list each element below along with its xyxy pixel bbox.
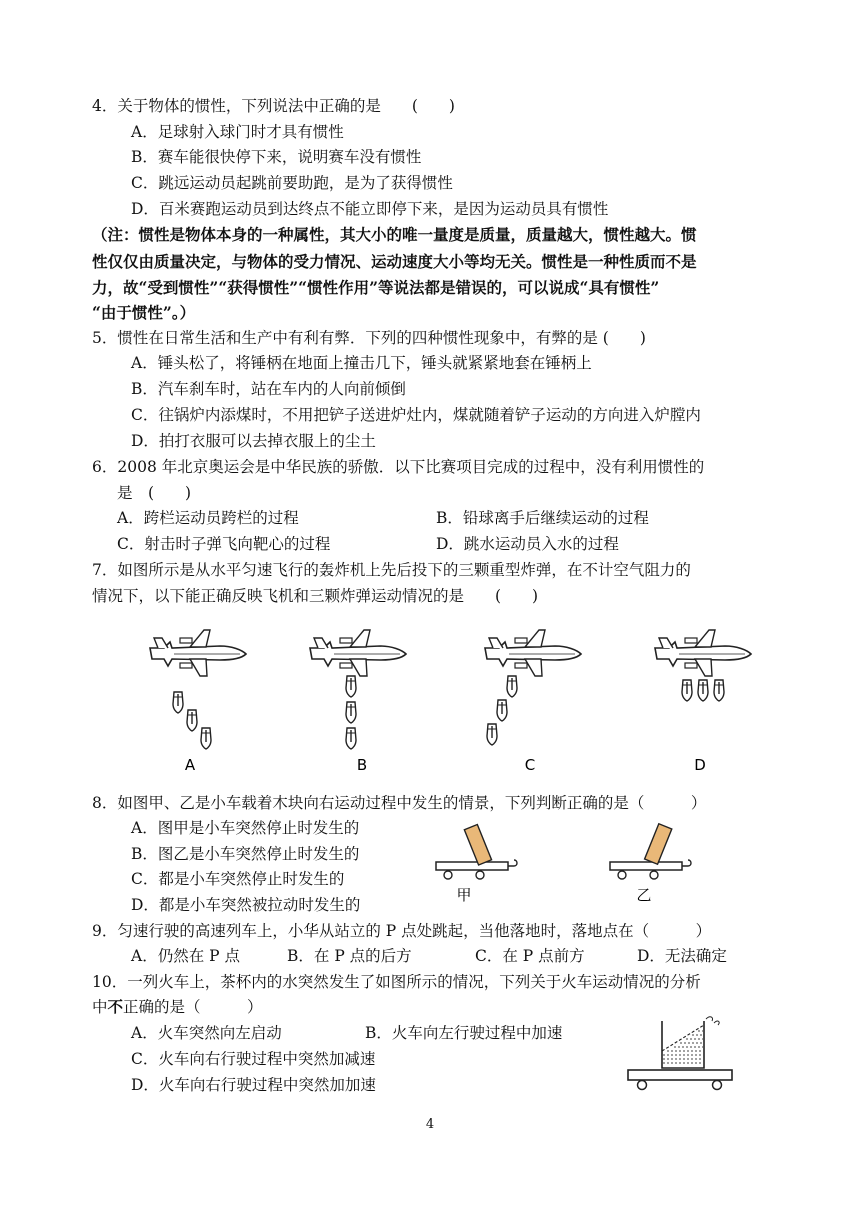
q8-option-b: B．图乙是小车突然停止时发生的: [131, 845, 360, 863]
figure-label-d: D: [694, 756, 706, 774]
cart-figure: [430, 818, 700, 908]
page-number: 4: [425, 1117, 435, 1132]
q10-stem: 10．一列火车上，茶杯内的水突然发生了如图所示的情况，下列关于火车运动情况的分析: [92, 973, 701, 991]
q10-stem-text: 中: [92, 998, 108, 1016]
q6-option-b: B．铅球离手后继续运动的过程: [436, 509, 649, 527]
train-cup-figure: [622, 1015, 737, 1095]
q4-note-line-4: “由于惯性”。）: [92, 303, 196, 322]
cart-jia: [436, 825, 517, 904]
q4-note-line-1: （注：惯性是物体本身的一种属性，其大小的唯一量度是质量，质量越大，惯性越大。惯: [92, 225, 697, 244]
q5-stem: 5．惯性在日常生活和生产中有利有弊．下列的四种惯性现象中，有弊的是 ( ): [92, 329, 646, 347]
q10-stem-text-end: 正确的是（ ）: [123, 998, 263, 1016]
q6-option-c: C．射击时子弹飞向靶心的过程: [117, 535, 331, 553]
figure-label-jia: 甲: [456, 886, 472, 904]
q4-option-d: D．百米赛跑运动员到达终点不能立即停下来，是因为运动员具有惯性: [131, 200, 609, 218]
q6-option-a: A．跨栏运动员跨栏的过程: [117, 509, 299, 527]
q9-option-a: A．仍然在 P 点: [131, 947, 240, 965]
q4-note-line-2: 性仅仅由质量决定，与物体的受力情况、运动速度大小等均无关。惯性是一种性质而不是: [92, 252, 697, 271]
q10-emphasis-not: 不: [107, 997, 124, 1016]
q9-option-b: B．在 P 点的后方: [287, 947, 412, 965]
q9-option-c: C．在 P 点前方: [475, 947, 585, 965]
q4-option-b: B．赛车能很快停下来，说明赛车没有惯性: [131, 148, 422, 166]
q7-stem-continued: 情况下，以下能正确反映飞机和三颗炸弹运动情况的是 ( ): [92, 587, 539, 605]
q8-option-d: D．都是小车突然被拉动时发生的: [131, 896, 361, 914]
q8-option-a: A．图甲是小车突然停止时发生的: [131, 819, 360, 837]
cart-yi: [610, 824, 691, 904]
figure-label-c: C: [524, 756, 536, 774]
q6-stem-continued: 是 ( ): [117, 484, 192, 502]
figure-label-b: B: [356, 756, 368, 774]
q10-stem-continued: [92, 996, 263, 1018]
q5-option-c: C．往锅炉内添煤时，不用把铲子送进炉灶内，煤就随着铲子运动的方向进入炉膛内: [131, 406, 701, 424]
q10-option-c: C．火车向右行驶过程中突然加减速: [131, 1050, 376, 1068]
q4-note-line-3: 力，故“受到惯性”“获得惯性”“惯性作用”等说法都是错误的，可以说成“具有惯性”: [92, 278, 660, 297]
q10-option-d: D．火车向右行驶过程中突然加加速: [131, 1076, 376, 1094]
q6-option-d: D．跳水运动员入水的过程: [436, 535, 619, 553]
q5-option-a: A．锤头松了，将锤柄在地面上撞击几下，锤头就紧紧地套在锤柄上: [131, 354, 592, 372]
q4-option-c: C．跳远运动员起跳前要助跑，是为了获得惯性: [131, 174, 453, 192]
q8-option-c: C．都是小车突然停止时发生的: [131, 870, 345, 888]
q8-stem: 8．如图甲、乙是小车载着木块向右运动过程中发生的情景，下列判断正确的是（ ）: [92, 794, 707, 812]
q10-option-b: B．火车向左行驶过程中加速: [365, 1024, 563, 1042]
q6-stem: 6．2008 年北京奥运会是中华民族的骄傲．以下比赛项目完成的过程中，没有利用惯性的: [92, 458, 705, 476]
q4-stem: 4．关于物体的惯性，下列说法中正确的是 ( ): [92, 97, 455, 115]
q5-option-d: D．拍打衣服可以去掉衣服上的尘土: [131, 432, 376, 450]
figure-label-yi: 乙: [636, 886, 652, 904]
q7-stem: 7．如图所示是从水平匀速飞行的轰炸机上先后投下的三颗重型炸弹，在不计空气阻力的: [92, 561, 691, 579]
figure-label-a: A: [184, 756, 196, 774]
q10-option-a: A．火车突然向左启动: [131, 1024, 282, 1042]
q5-option-b: B．汽车刹车时，站在车内的人向前倾倒: [131, 380, 406, 398]
bomber-figure: [140, 620, 760, 780]
q9-stem: 9．匀速行驶的高速列车上，小华从站立的 P 点处跳起，当他落地时，落地点在（ ）: [92, 922, 712, 940]
q4-option-a: A．足球射入球门时才具有惯性: [131, 123, 344, 141]
q9-option-d: D．无法确定: [637, 947, 727, 965]
